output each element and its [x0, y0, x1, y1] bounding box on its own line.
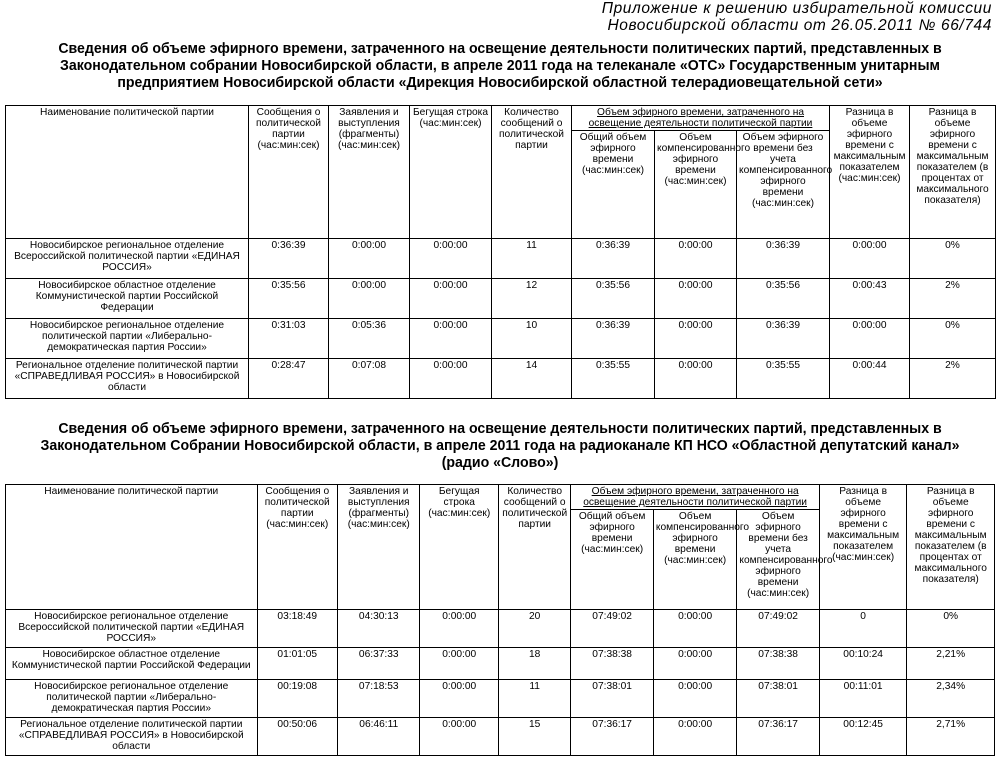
cell-ticker: 0:00:00 — [420, 648, 498, 680]
cell-statements: 06:46:11 — [338, 718, 420, 756]
header-group: Объем эфирного времени, затраченного на освещение деятельности политической партии — [572, 106, 830, 131]
cell-total: 07:36:17 — [571, 718, 653, 756]
table2 — [5, 484, 995, 756]
header-statements: Заявления и выступления (фрагменты) (час:мин:сек) — [329, 106, 410, 239]
header-comp: Объем компенсированного эфирного времени (час:мин:сек) — [653, 510, 737, 610]
cell-messages: 03:18:49 — [257, 610, 337, 648]
table-row — [6, 239, 996, 279]
cell-total: 0:35:55 — [572, 359, 655, 399]
header-ticker: Бегущая строка (час:мин:сек) — [410, 106, 492, 239]
cell-total: 07:38:01 — [571, 680, 653, 718]
annex-note — [572, 0, 992, 34]
table-row — [6, 680, 995, 718]
cell-diff-pct: 0% — [910, 319, 996, 359]
cell-messages: 0:35:56 — [249, 279, 329, 319]
cell-noncomp: 0:35:56 — [737, 279, 830, 319]
header-noncomp: Объем эфирного времени без учета компенсированного эфирного времени (час:мин:сек) — [737, 510, 820, 610]
cell-comp: 0:00:00 — [655, 359, 737, 399]
cell-statements: 0:00:00 — [329, 279, 410, 319]
cell-noncomp: 0:36:39 — [737, 239, 830, 279]
party-name: Новосибирское областное отделение Коммунистической партии Российской Федерации — [6, 279, 249, 319]
cell-ticker: 0:00:00 — [410, 279, 492, 319]
cell-statements: 0:00:00 — [329, 239, 410, 279]
cell-diff: 00:11:01 — [819, 680, 907, 718]
cell-diff-pct: 2,34% — [907, 680, 995, 718]
cell-count: 12 — [492, 279, 572, 319]
cell-diff: 0 — [819, 610, 907, 648]
annex-line-2: Новосибирской области от 26.05.2011 № 66/744 — [607, 17, 992, 34]
table-row — [6, 319, 996, 359]
cell-total: 07:49:02 — [571, 610, 653, 648]
header-comp: Объем компенсированного эфирного времени (час:мин:сек) — [655, 131, 737, 239]
cell-comp: 0:00:00 — [653, 610, 737, 648]
table-row — [6, 718, 995, 756]
cell-noncomp: 07:36:17 — [737, 718, 820, 756]
cell-messages: 0:28:47 — [249, 359, 329, 399]
cell-comp: 0:00:00 — [653, 718, 737, 756]
cell-ticker: 0:00:00 — [420, 610, 498, 648]
header-diff-pct: Разница в объеме эфирного времени с максимальным показателем (в процентах от максимального показателя) — [910, 106, 996, 239]
table-row — [6, 610, 995, 648]
party-name: Региональное отделение политической партии «СПРАВЕДЛИВАЯ РОССИЯ» в Новосибирской области — [6, 718, 258, 756]
cell-ticker: 0:00:00 — [410, 359, 492, 399]
cell-count: 14 — [492, 359, 572, 399]
cell-statements: 06:37:33 — [338, 648, 420, 680]
cell-ticker: 0:00:00 — [420, 680, 498, 718]
cell-comp: 0:00:00 — [655, 279, 737, 319]
cell-count: 11 — [498, 680, 570, 718]
cell-count: 10 — [492, 319, 572, 359]
cell-messages: 01:01:05 — [257, 648, 337, 680]
header-ticker: Бегущая строка (час:мин:сек) — [420, 485, 498, 610]
cell-diff: 0:00:43 — [830, 279, 910, 319]
cell-diff-pct: 2,21% — [907, 648, 995, 680]
table-row — [6, 648, 995, 680]
cell-diff-pct: 2% — [910, 279, 996, 319]
header-party: Наименование политической партии — [6, 106, 249, 239]
header-party: Наименование политической партии — [6, 485, 258, 610]
cell-comp: 0:00:00 — [655, 239, 737, 279]
table-row — [6, 359, 996, 399]
cell-noncomp: 07:49:02 — [737, 610, 820, 648]
party-name: Новосибирское региональное отделение Всероссийской политической партии «ЕДИНАЯ РОССИЯ» — [6, 239, 249, 279]
cell-comp: 0:00:00 — [653, 680, 737, 718]
cell-count: 20 — [498, 610, 570, 648]
header-diff: Разница в объеме эфирного времени с максимальным показателем (час:мин:сек) — [819, 485, 907, 610]
header-total: Общий объем эфирного времени (час:мин:сек) — [572, 131, 655, 239]
party-name: Новосибирское региональное отделение политической партии «Либерально-демократическая партия России» — [6, 680, 258, 718]
cell-comp: 0:00:00 — [653, 648, 737, 680]
header-messages: Сообщения о политической партии (час:мин:сек) — [257, 485, 337, 610]
cell-total: 0:36:39 — [572, 239, 655, 279]
cell-count: 11 — [492, 239, 572, 279]
table1-title: Сведения об объеме эфирного времени, затраченного на освещение деятельности политических партий, представленных в Законодательном собрании Новосибирской области, в апреле 2011 года на телеканале «ОТС» Государственным унитарным предприятием Новосибирской области «Дирекция Новосибирской областной телерадиовещательной сети» — [58, 40, 942, 91]
party-name: Новосибирское областное отделение Коммунистической партии Российской Федерации — [6, 648, 258, 680]
cell-messages: 0:36:39 — [249, 239, 329, 279]
cell-total: 0:35:56 — [572, 279, 655, 319]
header-count: Количество сообщений о политической партии — [492, 106, 572, 239]
header-diff: Разница в объеме эфирного времени с максимальным показателем (час:мин:сек) — [830, 106, 910, 239]
cell-diff: 00:10:24 — [819, 648, 907, 680]
header-diff-pct: Разница в объеме эфирного времени с максимальным показателем (в процентах от максимального показателя) — [907, 485, 995, 610]
header-messages: Сообщения о политической партии (час:мин:сек) — [249, 106, 329, 239]
header-noncomp: Объем эфирного времени без учета компенсированного эфирного времени (час:мин:сек) — [737, 131, 830, 239]
cell-total: 07:38:38 — [571, 648, 653, 680]
header-count: Количество сообщений о политической партии — [498, 485, 570, 610]
cell-noncomp: 07:38:38 — [737, 648, 820, 680]
cell-diff: 00:12:45 — [819, 718, 907, 756]
cell-messages: 0:31:03 — [249, 319, 329, 359]
cell-noncomp: 0:36:39 — [737, 319, 830, 359]
party-name: Новосибирское региональное отделение политической партии «Либерально-демократическая партия России» — [6, 319, 249, 359]
table-row — [6, 279, 996, 319]
header-total: Общий объем эфирного времени (час:мин:сек) — [571, 510, 653, 610]
table1 — [5, 105, 996, 399]
cell-noncomp: 07:38:01 — [737, 680, 820, 718]
cell-diff-pct: 0% — [910, 239, 996, 279]
cell-statements: 04:30:13 — [338, 610, 420, 648]
annex-line-1: Приложение к решению избирательной комиссии — [601, 0, 992, 17]
cell-statements: 0:07:08 — [329, 359, 410, 399]
cell-diff: 0:00:00 — [830, 319, 910, 359]
cell-ticker: 0:00:00 — [410, 239, 492, 279]
cell-messages: 00:50:06 — [257, 718, 337, 756]
cell-statements: 0:05:36 — [329, 319, 410, 359]
cell-diff: 0:00:00 — [830, 239, 910, 279]
party-name: Региональное отделение политической партии «СПРАВЕДЛИВАЯ РОССИЯ» в Новосибирской области — [6, 359, 249, 399]
cell-total: 0:36:39 — [572, 319, 655, 359]
cell-count: 18 — [498, 648, 570, 680]
cell-noncomp: 0:35:55 — [737, 359, 830, 399]
table2-title: Сведения об объеме эфирного времени, затраченного на освещение деятельности политических партий, представленных в Законодательном Собрании Новосибирской области, в апреле 2011 года на радиоканале КП НСО «Областной депутатский канал» (радио «Слово») — [40, 420, 960, 471]
cell-diff-pct: 0% — [907, 610, 995, 648]
cell-ticker: 0:00:00 — [420, 718, 498, 756]
cell-messages: 00:19:08 — [257, 680, 337, 718]
party-name: Новосибирское региональное отделение Всероссийской политической партии «ЕДИНАЯ РОССИЯ» — [6, 610, 258, 648]
cell-statements: 07:18:53 — [338, 680, 420, 718]
cell-ticker: 0:00:00 — [410, 319, 492, 359]
cell-diff-pct: 2% — [910, 359, 996, 399]
cell-diff-pct: 2,71% — [907, 718, 995, 756]
cell-count: 15 — [498, 718, 570, 756]
cell-comp: 0:00:00 — [655, 319, 737, 359]
header-group: Объем эфирного времени, затраченного на освещение деятельности политической партии — [571, 485, 819, 510]
header-statements: Заявления и выступления (фрагменты) (час:мин:сек) — [338, 485, 420, 610]
cell-diff: 0:00:44 — [830, 359, 910, 399]
